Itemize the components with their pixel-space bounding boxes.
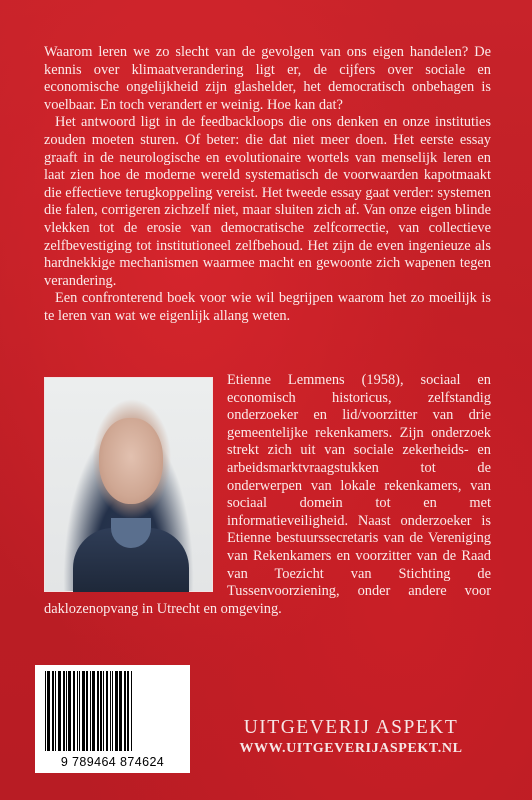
barcode-bar <box>66 671 67 751</box>
barcode-bar <box>79 671 80 751</box>
isbn-barcode <box>35 665 190 773</box>
barcode-bar <box>82 671 85 751</box>
barcode-bar <box>124 671 126 751</box>
barcode-bar <box>119 671 122 751</box>
barcode-bar <box>90 671 91 751</box>
author-photo <box>44 377 213 592</box>
barcode-bar <box>55 671 56 751</box>
barcode-bar <box>100 671 102 751</box>
barcode-bar <box>92 671 95 751</box>
blurb <box>44 44 491 326</box>
barcode-bar <box>112 671 113 751</box>
barcode-bar <box>45 671 46 751</box>
barcode-bar <box>73 671 75 751</box>
barcode-bar <box>127 671 129 751</box>
photo-face <box>99 418 163 504</box>
barcode-bar <box>58 671 61 751</box>
barcode-bar <box>68 671 71 751</box>
barcode-bar <box>77 671 78 751</box>
barcode-bar <box>52 671 54 751</box>
blurb-paragraph: Waarom leren we zo slecht van de gevolgen van ons eigen handelen? De kennis over klimaatverandering ligt er, de cijfers over sociale en economische ongelijkheid zijn glashelder, het democratisch onbehagen is voelbaar. En toch verandert er weinig. Hoe kan dat? <box>44 44 491 113</box>
publisher-block <box>201 716 501 758</box>
barcode-digits: 9 789464 874624 <box>60 755 165 769</box>
publisher-url: WWW.UITGEVERIJASPEKT.NL <box>239 741 463 756</box>
author-section <box>44 372 491 618</box>
barcode-bar <box>63 671 65 751</box>
barcode-bars <box>43 671 182 751</box>
barcode-bar <box>106 671 108 751</box>
barcode-bar <box>97 671 99 751</box>
blurb-paragraph: Het antwoord ligt in de feedbackloops die ons denken en onze instituties zouden moeten sturen. Of beter: die dat niet meer doen. Het eerste essay graaft in de neurologische en evolutionaire wortels van menselijk leren en laat zien hoe de moderne wereld systematisch de voorwaarden kapotmaakt die effectieve terugkoppeling vereist. Het tweede essay gaat verder: systemen die falen, corrigeren zichzelf niet, maar sluiten zich af. Van onze eigen blinde vlekken tot de erosie van democratische zelfcorrectie, van collectieve zelfbevestiging tot institutioneel zelfbehoud. Het zijn de even ingenieuze als hardnekkige mechanismen waarmee macht en gewoonte zich wapenen tegen verandering. <box>44 114 491 289</box>
barcode-bar <box>131 671 132 751</box>
author-bio: Etienne Lemmens (1958), sociaal en economisch historicus, zelfstandig onderzoeker en lid/voorzitter van drie gemeentelijke rekenkamers. Zijn onderzoek strekt zich uit van sociale zekerheids- en arbeidsmarktvraagstukken tot de onderwerpen van lokale rekenkamers, van sociaal domein tot en met informatieveiligheid. Naast onderzoeker is Etienne bestuurssecretaris van de Vereniging van Rekenkamers en voorzitter van de Raad van Toezicht van Stichting de Tussenvoorziening, onder andere voor daklozenopvang in Utrecht en omgeving. <box>44 372 491 617</box>
barcode-bar <box>86 671 88 751</box>
publisher-name: UITGEVERIJ ASPEKT <box>243 717 459 738</box>
barcode-bar <box>110 671 111 751</box>
barcode-bar <box>47 671 50 751</box>
blurb-paragraph: Een confronterend boek voor wie wil begrijpen waarom het zo moeilijk is te leren van wat we eigenlijk allang weten. <box>44 290 491 324</box>
barcode-bar <box>115 671 118 751</box>
barcode-bar <box>103 671 104 751</box>
